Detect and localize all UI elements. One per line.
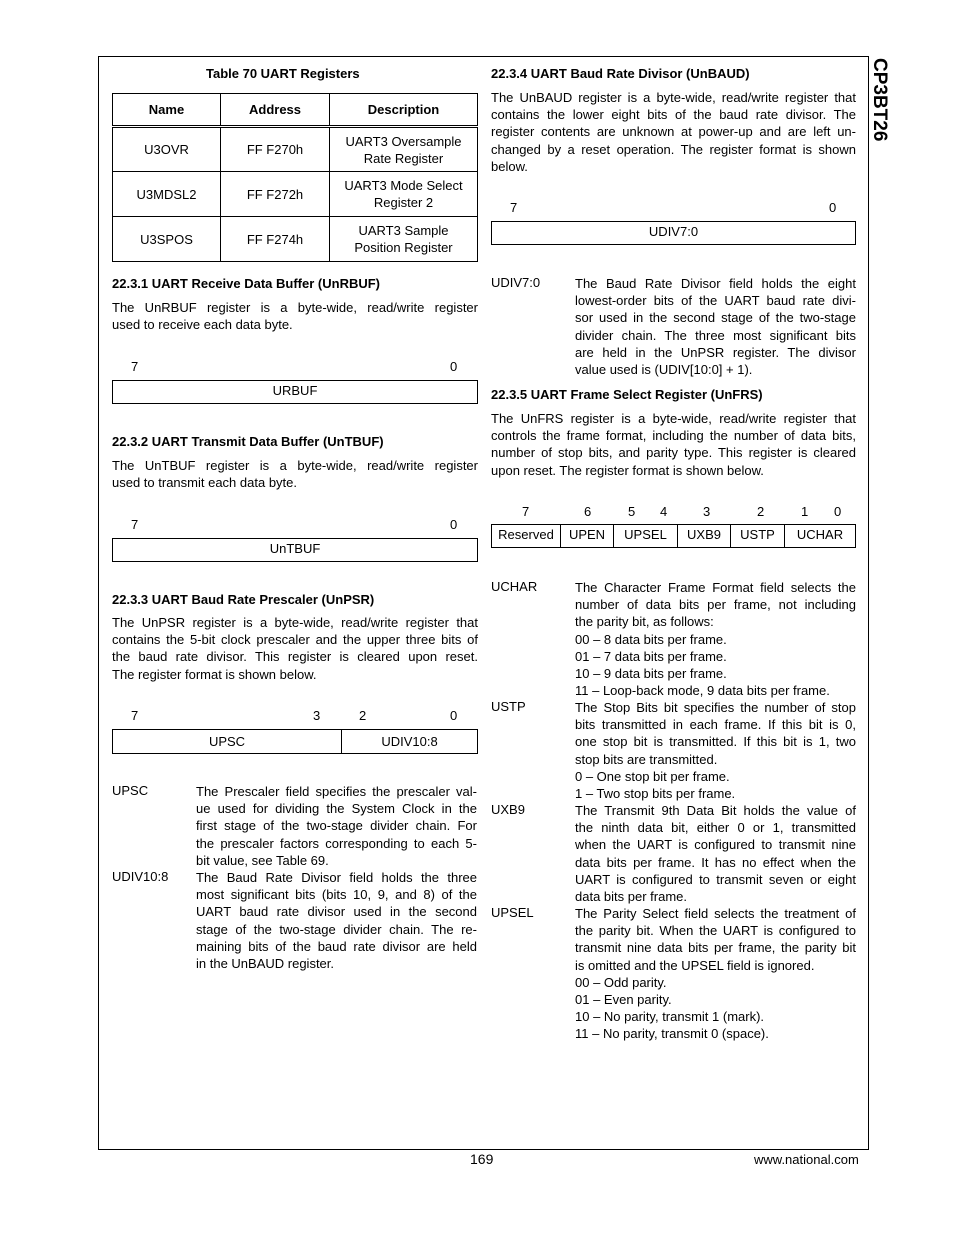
- field-uxb9: UXB9: [678, 525, 731, 547]
- field-udiv7-0: UDIV7:0: [648, 224, 699, 239]
- register-unfrs: [491, 524, 856, 548]
- table-row: [113, 172, 478, 217]
- table-caption: Table 70 UART Registers: [206, 66, 360, 81]
- cell-description: UART3 Oversample Rate Register: [330, 127, 478, 172]
- bit-label: 7: [131, 708, 139, 723]
- bit-label: 0: [834, 504, 842, 519]
- field-udiv10-8: UDIV10:8: [381, 734, 438, 749]
- field-upsc: UPSC: [113, 730, 342, 753]
- bit-label: 2: [757, 504, 765, 519]
- cell-name: U3OVR: [113, 127, 221, 172]
- field-ustp: USTP: [731, 525, 785, 547]
- bit-label: 6: [584, 504, 592, 519]
- bit-label: 0: [450, 517, 458, 532]
- field-uchar: UCHAR: [796, 527, 844, 542]
- field-upen: UPEN: [561, 525, 614, 547]
- bit-label: 7: [522, 504, 530, 519]
- cell-address: FF F270h: [221, 127, 330, 172]
- bit-label: 4: [660, 504, 668, 519]
- section-body-unpsr: The UnPSR register is a byte-wide, read/write register that contains the 5-bit clock prescaler and the upper three bits of the baud rate divisor. This register is cleared upon reset. The register format is shown below.: [112, 615, 478, 682]
- def-term-uchar: UCHAR: [491, 579, 538, 594]
- uart-registers-table: [112, 93, 478, 262]
- section-body-unbaud: The UnBAUD register is a byte-wide, read/write register that contains the lower eight bits of the baud rate divisor. The register contents are unknown at power-up and are left un- changed by a reset operation. The register format is shown below.: [491, 90, 856, 174]
- table-row: [113, 217, 478, 262]
- table-row: [113, 127, 478, 172]
- cell-name: U3MDSL2: [113, 172, 221, 217]
- field-upsel: UPSEL: [614, 525, 678, 547]
- table-header-row: [113, 94, 478, 127]
- col-header-description: Description: [330, 94, 478, 127]
- def-term-udiv10-8: UDIV10:8: [112, 869, 169, 884]
- side-title-tab: [868, 56, 908, 216]
- register-urbuf: [112, 380, 478, 404]
- col-header-name: Name: [113, 94, 221, 127]
- register-unbaud: [491, 221, 856, 245]
- bit-label: 0: [450, 708, 458, 723]
- cell-address: FF F274h: [221, 217, 330, 262]
- cell-description: UART3 Sample Position Register: [330, 217, 478, 262]
- section-body-unfrs: The UnFRS register is a byte-wide, read/write register that controls the frame format, including the number of data bits, number of stop bits, and parity type. This register is cleared upon reset. The register format is shown below.: [491, 411, 856, 478]
- section-heading-unfrs: 22.3.5 UART Frame Select Register (UnFRS): [491, 387, 763, 402]
- section-body-untbuf: The UnTBUF register is a byte-wide, read/write register used to transmit each data byte.: [112, 458, 478, 491]
- def-body-uchar: The Character Frame Format field selects the number of data bits per frame, not including the parity bit, as follows: 00 – 8 data bits per frame. 01 – 7 data bits per frame. 10 – 9 data bits per frame. 11 – Loop-back mode, 9 data bits per frame.: [575, 580, 856, 699]
- section-heading-unbaud: 22.3.4 UART Baud Rate Divisor (UnBAUD): [491, 66, 750, 81]
- def-term-ustp: USTP: [491, 699, 526, 714]
- bit-label: 7: [510, 200, 518, 215]
- def-body-uxb9: The Transmit 9th Data Bit holds the value of the ninth data bit, either 0 or 1, transmitted when the UART is configured to transmit nine data bits per frame. It has no effect when the UART is configured to transmit seven or eight data bits per frame.: [575, 803, 856, 905]
- bit-label: 0: [450, 359, 458, 374]
- cell-address: FF F272h: [221, 172, 330, 217]
- bit-label: 2: [359, 708, 367, 723]
- field-reserved: Reserved: [492, 525, 561, 547]
- side-title: CP3BT26: [869, 58, 890, 142]
- bit-label: 7: [131, 359, 139, 374]
- register-untbuf: [112, 538, 478, 562]
- section-heading-unrbuf: 22.3.1 UART Receive Data Buffer (UnRBUF): [112, 276, 381, 291]
- bit-label: 3: [703, 504, 711, 519]
- section-heading-unpsr: 22.3.3 UART Baud Rate Prescaler (UnPSR): [112, 592, 375, 607]
- bit-label: 3: [313, 708, 321, 723]
- page-frame-bottom: [98, 1149, 869, 1150]
- bit-label: 1: [801, 504, 809, 519]
- section-heading-untbuf: 22.3.2 UART Transmit Data Buffer (UnTBUF): [112, 434, 384, 449]
- def-body-upsel: The Parity Select field selects the treatment of the parity bit. When the UART is configured to transmit nine data bits per frame, the parity bit is omitted and the UPSEL field is ignored. 00 – Odd parity. 01 – Even parity. 10 – No parity, transmit 1 (mark). 11 – No parity, transmit 0 (space).: [575, 906, 856, 1042]
- def-body-upsc: The Prescaler field specifies the prescaler val- ue used for dividing the System Clock in the first stage of the two-stage divider chain. For the prescaler factors corresponding to each 5- bit value, see Table 69.: [196, 784, 477, 868]
- bit-label: 7: [131, 517, 139, 532]
- bit-label: 5: [628, 504, 636, 519]
- bit-label: 0: [829, 200, 837, 215]
- def-body-udiv7-0: The Baud Rate Divisor field holds the eight lowest-order bits of the UART baud rate divi- sor used in the second stage of the two-stage divider chain. The three most significant bits are held in the UnPSR register. The divisor value used is (UDIV[10:0] + 1).: [575, 276, 856, 378]
- footer-url: www.national.com: [754, 1152, 859, 1167]
- def-body-udiv10-8: The Baud Rate Divisor field holds the three most significant bits (bits 10, 9, and 8) of the UART baud rate divisor used in the second stage of the two-stage divider chain. The re- maining bits of the baud rate divisor are held in the UnBAUD register.: [196, 870, 477, 972]
- cell-name: U3SPOS: [113, 217, 221, 262]
- page-number: 169: [470, 1151, 494, 1167]
- col-header-address: Address: [221, 94, 330, 127]
- def-term-upsc: UPSC: [112, 783, 149, 798]
- def-term-upsel: UPSEL: [491, 905, 534, 920]
- def-term-udiv7-0: UDIV7:0: [491, 275, 541, 290]
- field-untbuf: UnTBUF: [269, 541, 321, 556]
- cell-description: UART3 Mode Select Register 2: [330, 172, 478, 217]
- section-body-unrbuf: The UnRBUF register is a byte-wide, read/write register used to receive each data byte.: [112, 300, 478, 333]
- def-term-uxb9: UXB9: [491, 802, 525, 817]
- register-unpsr: [112, 729, 478, 754]
- field-urbuf: URBUF: [272, 383, 318, 398]
- def-body-ustp: The Stop Bits bit specifies the number of stop bits transmitted in each frame. If this bit is 0, one stop bit is transmitted. If this bit is 1, two stop bits are transmitted. 0 – One stop bit per frame. 1 – Two stop bits per frame.: [575, 700, 856, 802]
